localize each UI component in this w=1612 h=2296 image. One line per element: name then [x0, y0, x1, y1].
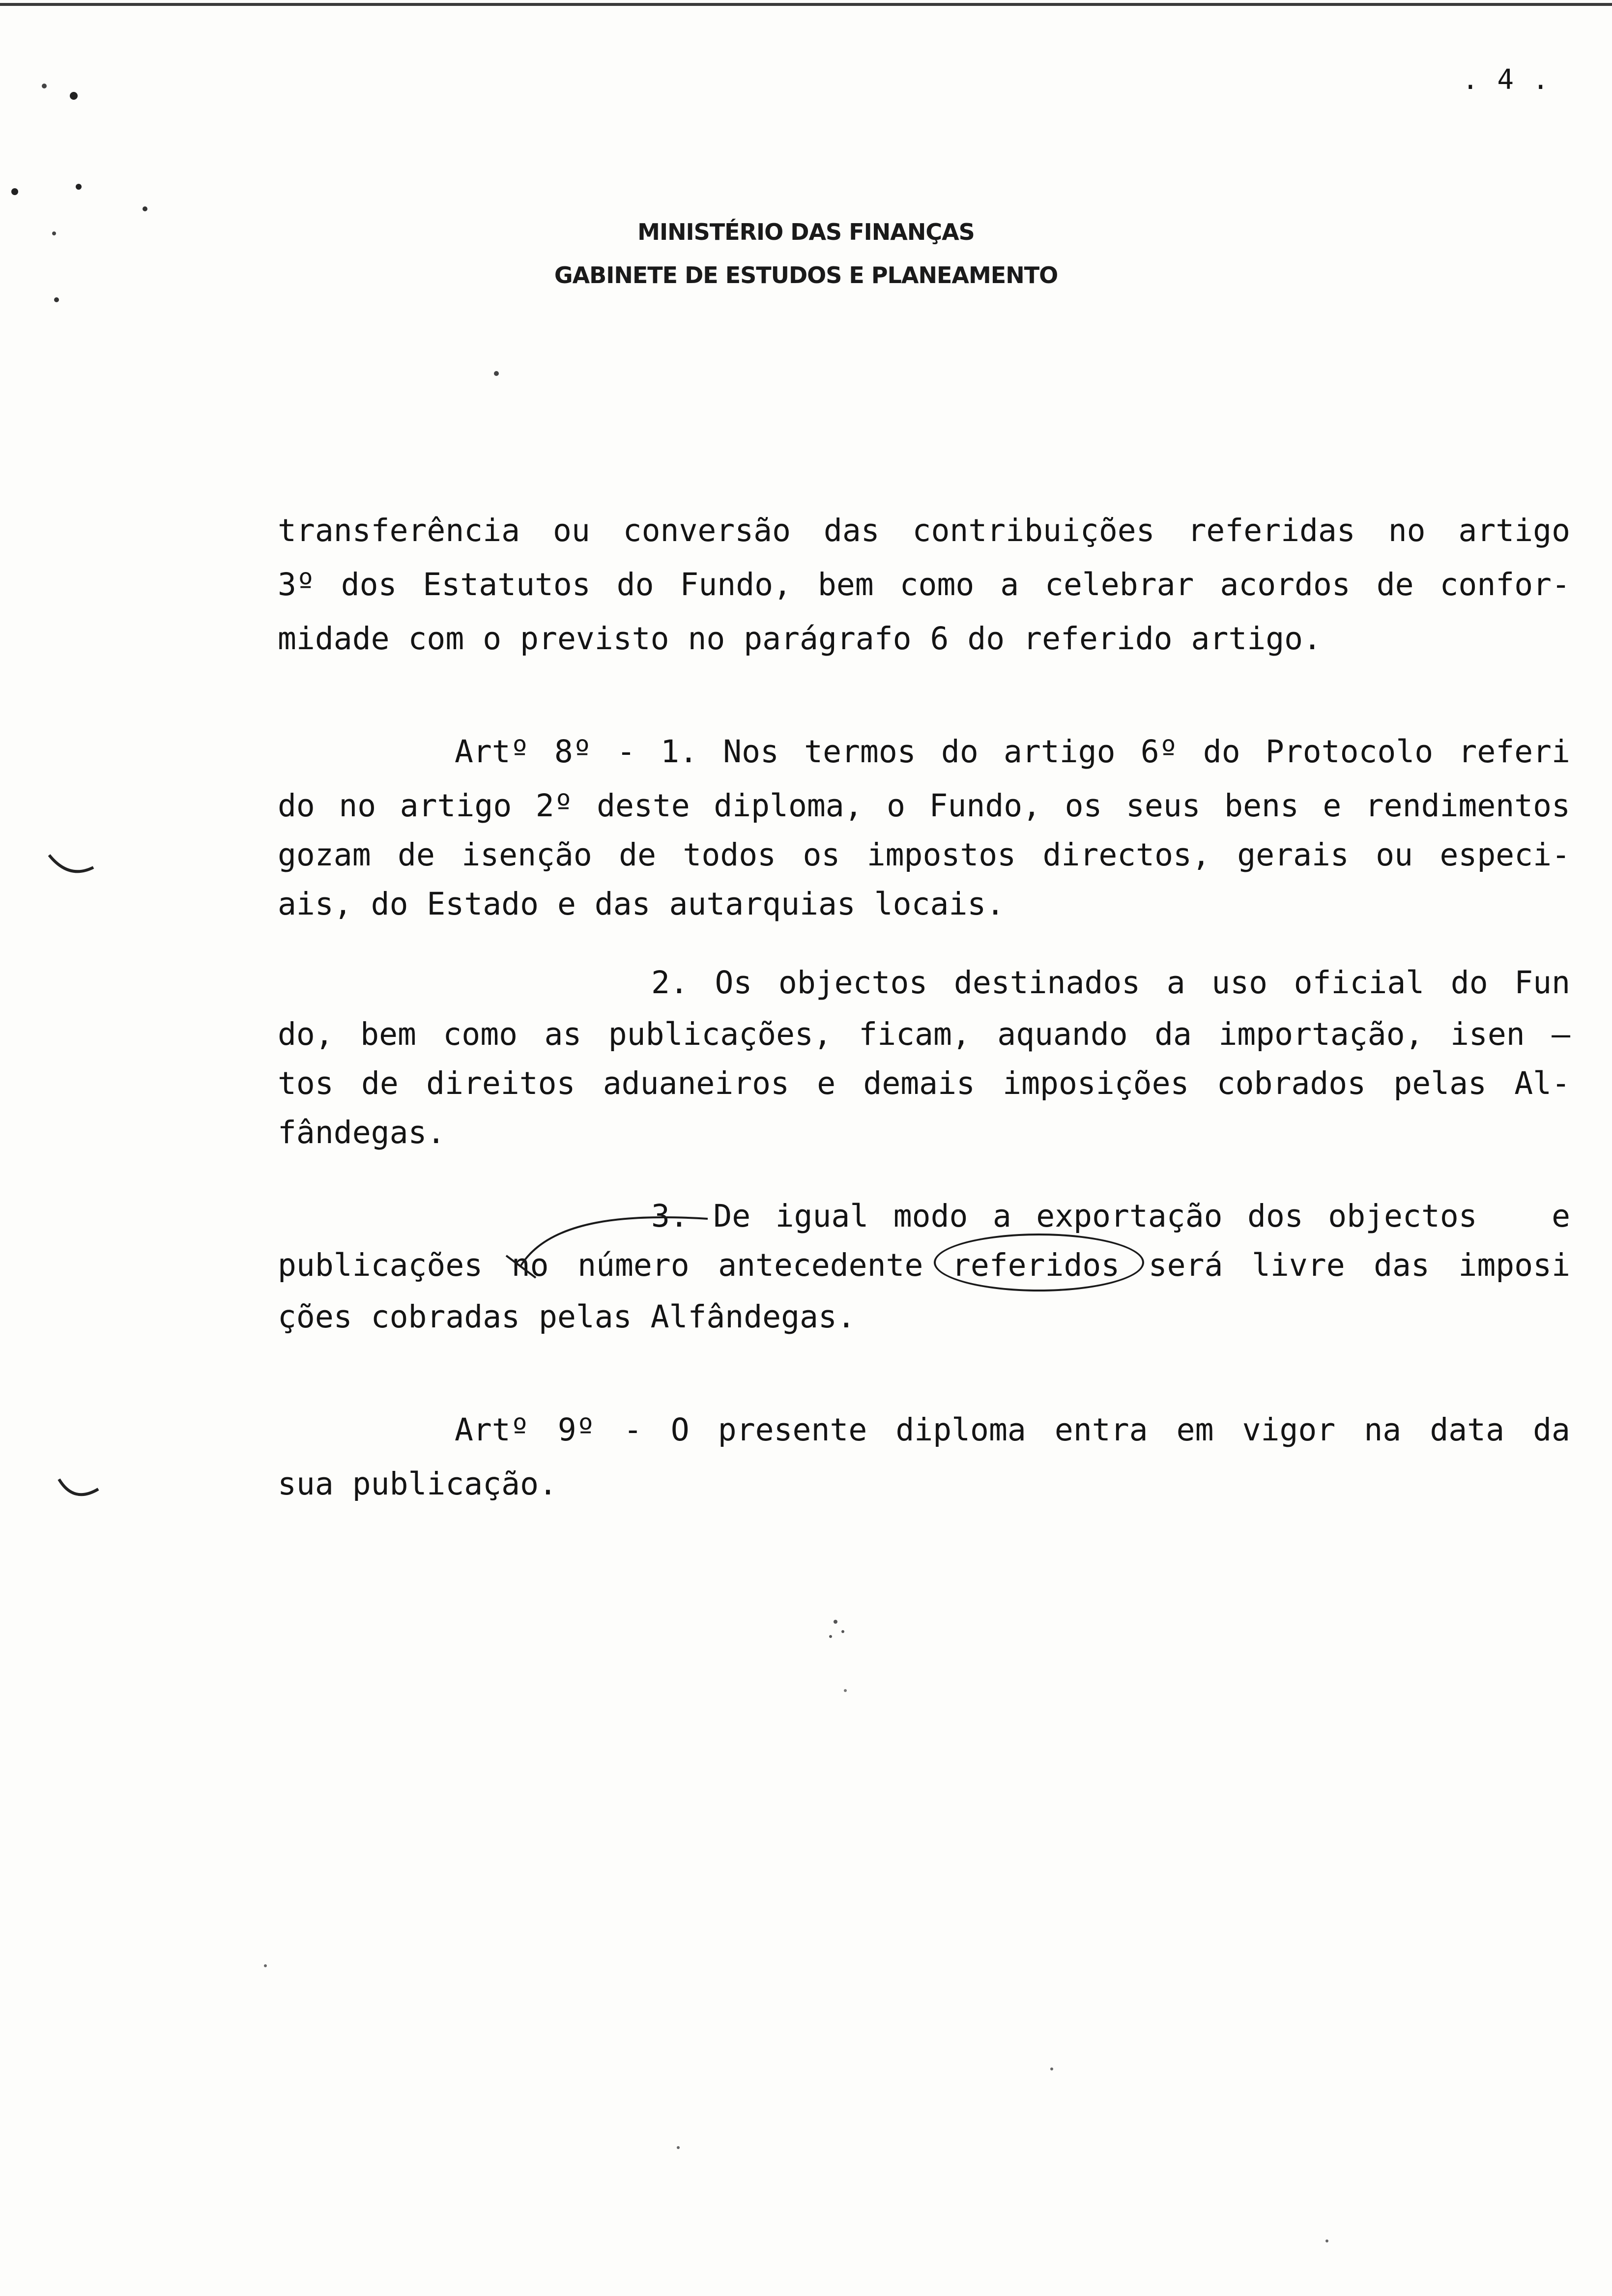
text-line: do, bem como as publicações, ficam, aquando da importação, isen — — [278, 1016, 1570, 1052]
text-line: gozam de isenção de todos os impostos directos, gerais ou especi- — [278, 837, 1570, 873]
article-8-heading-line: Artº 8º - 1. Nos termos do artigo 6º do Protocolo referi — [455, 734, 1570, 770]
text-line: do no artigo 2º deste diploma, o Fundo, os seus bens e rendimentos — [278, 788, 1570, 824]
text-line: publicações no número antecedente referidos será livre das imposi — [278, 1247, 1570, 1283]
text-line: transferência ou conversão das contribuições referidas no artigo — [278, 513, 1570, 548]
ministry-header: MINISTÉRIO DAS FINANÇAS — [637, 219, 975, 245]
text-line: 2. Os objectos destinados a uso oficial do Fun — [651, 965, 1570, 1001]
text-line: fândegas. — [278, 1115, 446, 1150]
text-line: ções cobradas pelas Alfândegas. — [278, 1299, 856, 1335]
text-line: ais, do Estado e das autarquias locais. — [278, 886, 1005, 922]
text-line: 3º dos Estatutos do Fundo, bem como a celebrar acordos de confor- — [278, 567, 1570, 603]
office-header: GABINETE DE ESTUDOS E PLANEAMENTO — [554, 262, 1058, 288]
text-line: midade com o previsto no parágrafo 6 do referido artigo. — [278, 621, 1322, 657]
text-line: tos de direitos aduaneiros e demais imposições cobrados pelas Al- — [278, 1065, 1570, 1101]
page-number: . 4 . — [1462, 64, 1550, 96]
text-line: 3. De igual modo a exportação dos objectos e — [651, 1198, 1570, 1234]
text-line: sua publicação. — [278, 1466, 557, 1502]
article-9-heading-line: Artº 9º - O presente diploma entra em vigor na data da — [455, 1412, 1570, 1448]
